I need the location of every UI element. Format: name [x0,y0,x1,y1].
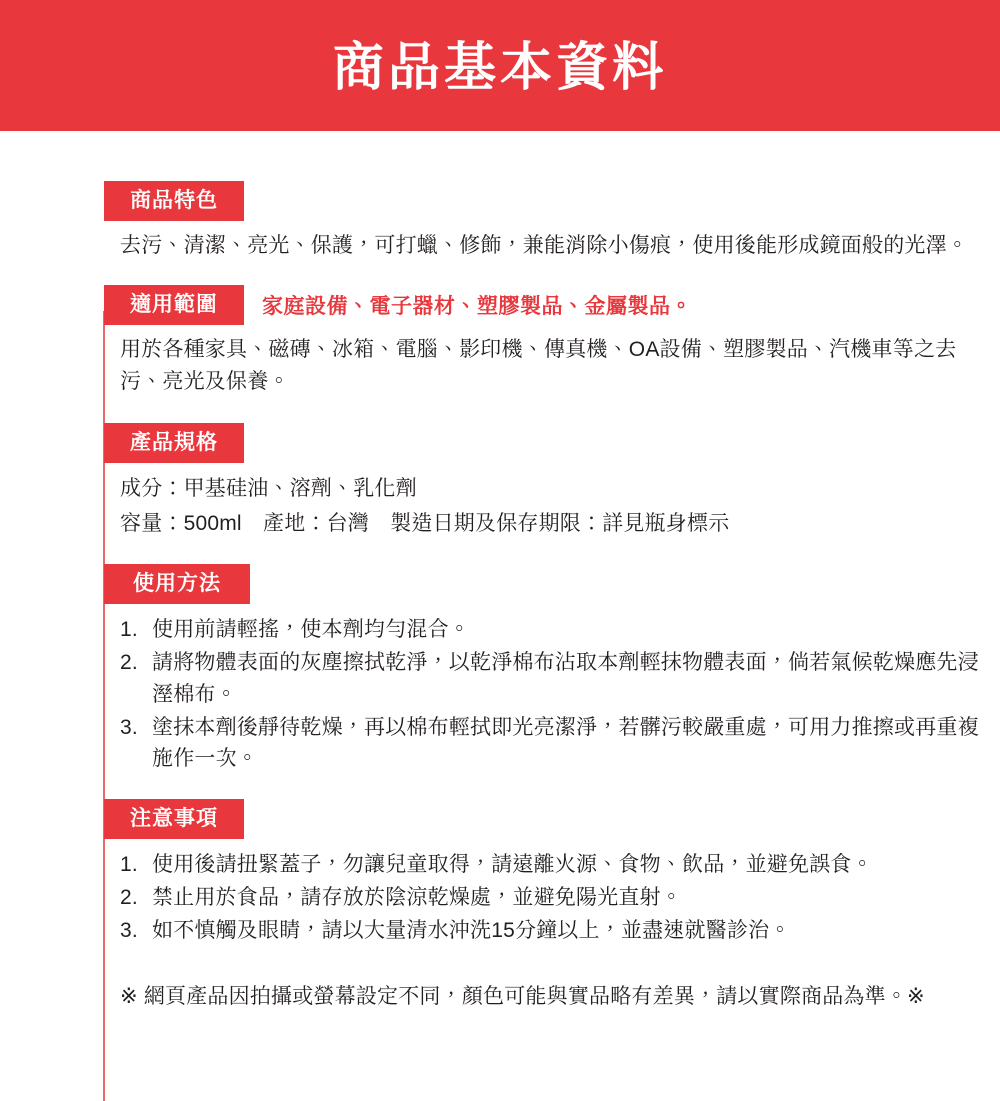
sections-list [0,131,1000,1013]
list-item-number: 3. [120,919,138,943]
specifications-ingredients: 成分：甲基硅油、溶劑、乳化劑 [120,476,417,500]
section-header [104,285,980,325]
section-precautions [104,799,980,947]
list-item [120,712,980,776]
application-scope-highlight: 家庭設備、電子器材、塑膠製品、金屬製品。 [262,294,692,318]
spacer [104,263,980,285]
list-item-number: 2. [120,886,138,910]
section-badge-precautions: 注意事項 [104,799,244,839]
list-item-text: 使用前請輕搖，使本劑均勻混合。 [152,617,470,641]
product-features-text: 去污、清潔、亮光、保護，可打蠟、修飾，兼能消除小傷痕，使用後能形成鏡面般的光澤。 [120,234,968,257]
list-item-number: 3. [120,715,138,739]
list-item [120,614,980,646]
section-header [104,423,980,463]
section-header [104,181,980,221]
list-item-text: 塗抹本劑後靜待乾燥，再以棉布輕拭即光亮潔淨，若髒污較嚴重處，可用力推擦或再重複施作一次。 [152,715,979,771]
disclaimer-footnote: ※ 網頁產品因拍攝或螢幕設定不同，顏色可能與實品略有差異，請以實際商品為準。※ [120,985,925,1009]
page-title: 商品基本資料 [331,38,668,97]
usage-method-steps [104,614,980,776]
section-header [104,799,980,839]
list-item-number: 1. [120,853,138,877]
list-item-number: 2. [120,650,138,674]
application-scope-text: 用於各種家具、磁磚、冰箱、電腦、影印機、傳真機、OA設備、塑膠製品、汽機車等之去污、亮光及保養。 [120,337,957,394]
list-item-number: 1. [120,617,138,641]
section-application-scope [104,285,980,399]
list-item [120,882,980,914]
content-area [0,131,1000,1013]
specifications-volume-origin: 容量：500ml 產地：台灣 製造日期及保存期限：詳見瓶身標示 [120,512,730,536]
section-header [104,564,980,604]
list-item-text: 禁止用於食品，請存放於陰涼乾燥處，並避免陽光直射。 [152,886,682,910]
precautions-steps [104,849,980,947]
section-badge-usage-method: 使用方法 [104,564,250,604]
list-item [120,915,980,947]
list-item [120,849,980,881]
spacer [104,399,980,423]
list-item-text: 如不慎觸及眼睛，請以大量清水沖洗15分鐘以上，並盡速就醫診治。 [152,919,791,943]
header-banner [0,0,1000,131]
list-item-text: 請將物體表面的灰塵擦拭乾淨，以乾淨棉布沾取本劑輕抹物體表面，倘若氣候乾燥應先浸溼棉布。 [152,650,979,706]
spacer [104,541,980,564]
list-item-text: 使用後請扭緊蓋子，勿讓兒童取得，請遠離火源、食物、飲品，並避免誤食。 [152,853,873,877]
section-badge-product-features: 商品特色 [104,181,244,221]
section-product-features [104,181,980,263]
spacer [104,776,980,799]
list-item [120,647,980,711]
section-usage-method [104,564,980,776]
section-badge-application-scope: 適用範圍 [104,285,244,325]
section-badge-specifications: 產品規格 [104,423,244,463]
section-specifications [104,423,980,541]
